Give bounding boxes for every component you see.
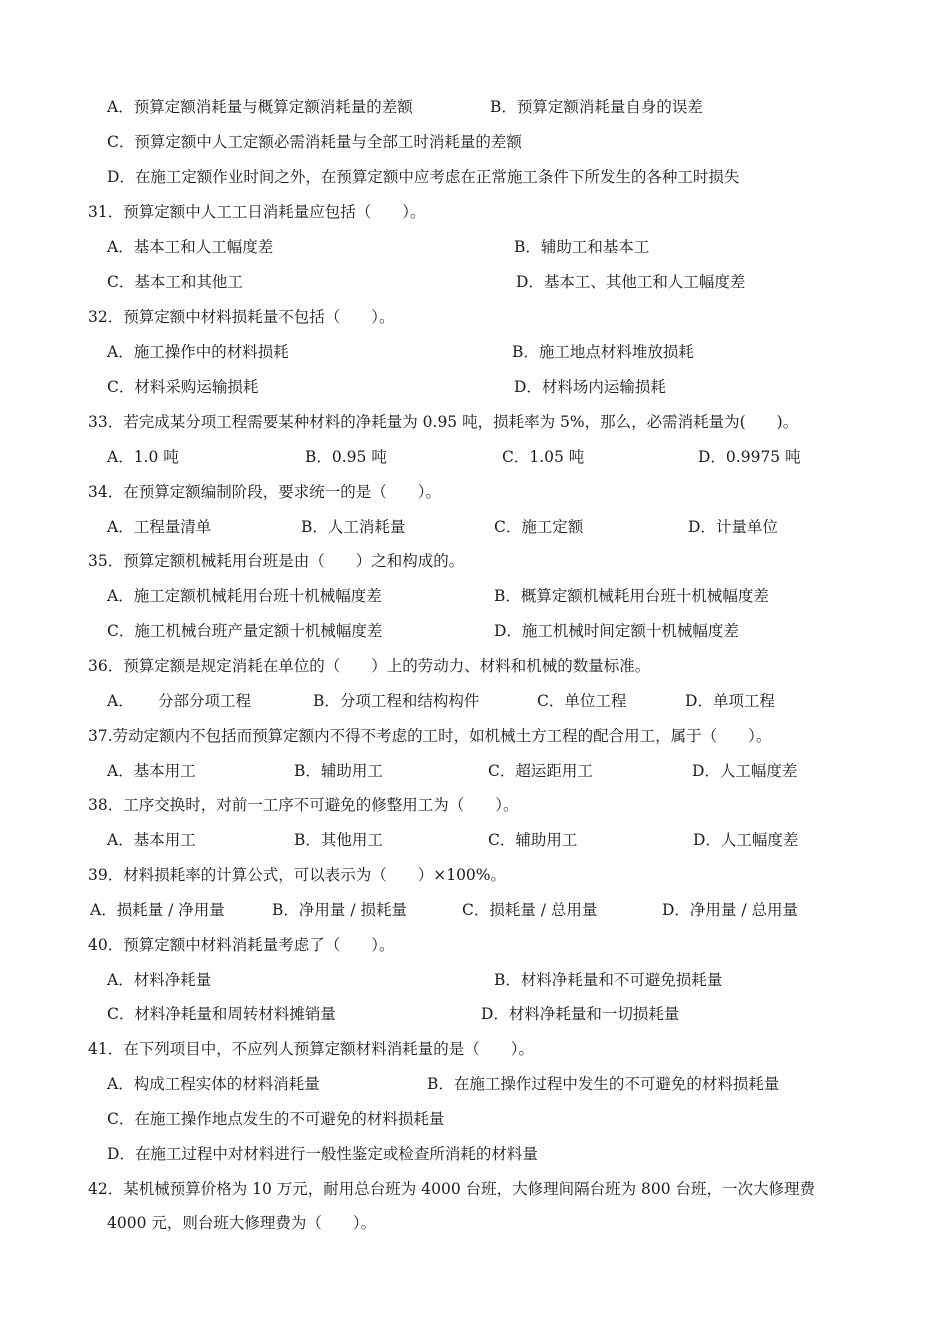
q32-option-c: C．材料采购运输损耗 — [107, 378, 259, 396]
q40-option-a: A．材料净耗量 — [107, 971, 212, 989]
q35-option-b: B．概算定额机械耗用台班十机械幅度差 — [494, 587, 769, 605]
q32-stem: 32．预算定额中材料损耗量不包括（ ）。 — [88, 308, 395, 326]
q31-option-b: B．辅助工和基本工 — [514, 238, 650, 256]
q35-option-d: D．施工机械时间定额十机械幅度差 — [494, 622, 739, 640]
q38-option-a: A．基本用工 — [107, 831, 196, 849]
q34-option-d: D．计量单位 — [688, 518, 778, 536]
q41-option-b: B．在施工操作过程中发生的不可避免的材料损耗量 — [427, 1075, 780, 1093]
q38-option-d: D．人工幅度差 — [693, 831, 799, 849]
q37-option-b: B．辅助用工 — [294, 762, 383, 780]
q34-stem: 34．在预算定额编制阶段，要求统一的是（ ）。 — [88, 483, 441, 501]
q30-option-d: D．在施工定额作业时间之外，在预算定额中应考虑在正常施工条件下所发生的各种工时损失 — [107, 168, 740, 186]
q37-stem: 37.劳动定额内不包括而预算定额内不得不考虑的工时，如机械土方工程的配合用工，属于（ ）。 — [88, 727, 772, 745]
q36-option-c: C．单位工程 — [537, 692, 627, 710]
q33-option-d: D．0.9975 吨 — [698, 448, 801, 466]
q35-stem: 35．预算定额机械耗用台班是由（ ）之和构成的。 — [88, 552, 465, 570]
q36-option-a-letter: A． — [107, 692, 134, 710]
q42-stem-line-1: 42．某机械预算价格为 10 万元，耐用总台班为 4000 台班，大修理间隔台班为 800 台班，一次大修理费 — [88, 1180, 816, 1198]
q39-stem: 39．材料损耗率的计算公式，可以表示为（ ）×100%。 — [88, 866, 507, 884]
q31-option-d: D．基本工、其他工和人工幅度差 — [516, 273, 746, 291]
q39-option-d: D．净用量 / 总用量 — [662, 901, 799, 919]
q34-option-a: A．工程量清单 — [107, 518, 212, 536]
q42-stem-line-2: 4000 元，则台班大修理费为（ ）。 — [107, 1214, 377, 1232]
q40-stem: 40．预算定额中材料消耗量考虑了（ ）。 — [88, 936, 395, 954]
q34-option-b: B．人工消耗量 — [301, 518, 406, 536]
q33-option-c: C．1.05 吨 — [502, 448, 585, 466]
q41-option-a: A．构成工程实体的材料消耗量 — [107, 1075, 320, 1093]
q31-option-a: A．基本工和人工幅度差 — [107, 238, 274, 256]
q36-option-d: D．单项工程 — [685, 692, 775, 710]
q32-option-a: A．施工操作中的材料损耗 — [107, 343, 289, 361]
q30-option-a: A．预算定额消耗量与概算定额消耗量的差额 — [107, 98, 413, 116]
q33-option-b: B．0.95 吨 — [305, 448, 387, 466]
q38-option-c: C．辅助用工 — [488, 831, 578, 849]
q37-option-a: A．基本用工 — [107, 762, 196, 780]
q39-option-c: C．损耗量 / 总用量 — [462, 901, 598, 919]
q37-option-c: C．超运距用工 — [488, 762, 593, 780]
q38-option-b: B．其他用工 — [294, 831, 383, 849]
q41-stem: 41．在下列项目中，不应列人预算定额材料消耗量的是（ ）。 — [88, 1040, 534, 1058]
q30-option-b: B．预算定额消耗量自身的误差 — [490, 98, 703, 116]
q35-option-a: A．施工定额机械耗用台班十机械幅度差 — [107, 587, 382, 605]
q31-option-c: C．基本工和其他工 — [107, 273, 243, 291]
q39-option-a: A．损耗量 / 净用量 — [90, 901, 225, 919]
q40-option-c: C．材料净耗量和周转材料摊销量 — [107, 1005, 336, 1023]
q36-stem: 36．预算定额是规定消耗在单位的（ ）上的劳动力、材料和机械的数量标准。 — [88, 657, 651, 675]
q31-stem: 31．预算定额中人工工日消耗量应包括（ ）。 — [88, 203, 426, 221]
q40-option-b: B．材料净耗量和不可避免损耗量 — [494, 971, 723, 989]
q34-option-c: C．施工定额 — [494, 518, 584, 536]
q41-option-c: C．在施工操作地点发生的不可避免的材料损耗量 — [107, 1110, 445, 1128]
q35-option-c: C．施工机械台班产量定额十机械幅度差 — [107, 622, 383, 640]
q36-option-a: 分部分项工程 — [158, 692, 252, 710]
q39-option-b: B．净用量 / 损耗量 — [272, 901, 407, 919]
q41-option-d: D．在施工过程中对材料进行一般性鉴定或检查所消耗的材料量 — [107, 1145, 538, 1163]
q32-option-b: B．施工地点材料堆放损耗 — [512, 343, 694, 361]
q36-option-b: B．分项工程和结构构件 — [313, 692, 480, 710]
q30-option-c: C．预算定额中人工定额必需消耗量与全部工时消耗量的差额 — [107, 133, 522, 151]
q40-option-d: D．材料净耗量和一切损耗量 — [481, 1005, 680, 1023]
q37-option-d: D．人工幅度差 — [692, 762, 798, 780]
q33-stem: 33．若完成某分项工程需要某种材料的净耗量为 0.95 吨，损耗率为 5%，那么，必需消耗量为( )。 — [88, 413, 799, 431]
q32-option-d: D．材料场内运输损耗 — [514, 378, 666, 396]
q33-option-a: A．1.0 吨 — [107, 448, 179, 466]
q38-stem: 38．工序交换时，对前一工序不可避免的修整用工为（ ）。 — [88, 796, 519, 814]
